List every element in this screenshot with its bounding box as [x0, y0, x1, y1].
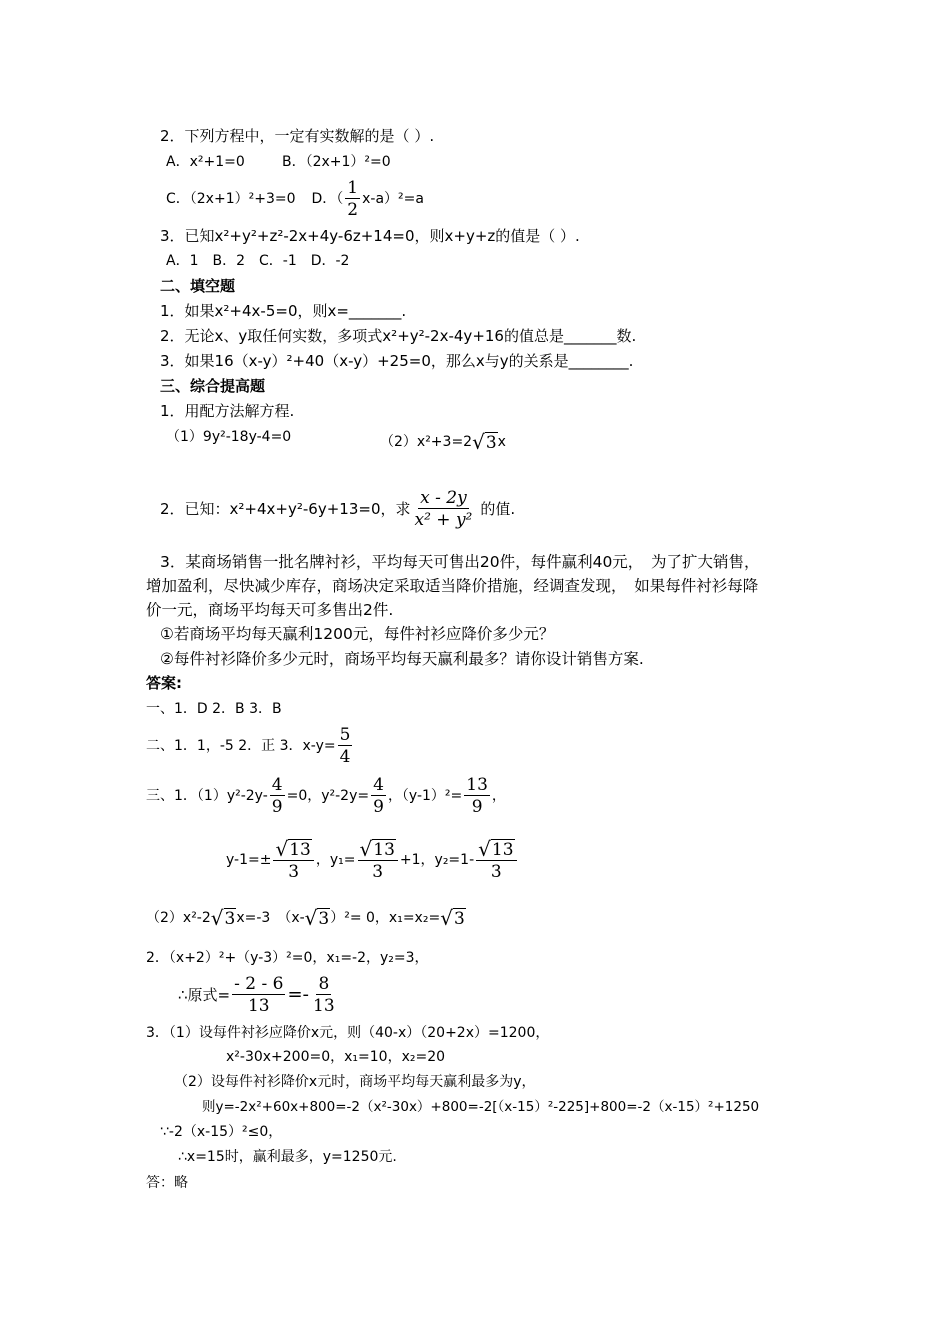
answers-line3-c: ，（y-1）²= [387, 788, 463, 804]
answers-line7-mid: =- [287, 984, 310, 1005]
radical-sign-icon: √ [472, 430, 485, 454]
fraction-sqrt13-3-a [273, 838, 313, 883]
fraction-denominator: 3 [372, 861, 384, 882]
answers-line12: ∵-2（x-15）²≤0， [160, 1124, 283, 1140]
answer-fraction-5-4 [338, 725, 353, 768]
answers-line3-a: 三、1．（1）y²-2y- [146, 788, 268, 804]
answers-line3 [146, 772, 506, 820]
sqrt13-radical [275, 838, 311, 860]
mc-q3-options: A．1 B．2 C．-1 D．-2 [166, 253, 350, 269]
radical-sign-icon: √ [359, 836, 373, 861]
radical-sign-icon: √ [210, 906, 224, 930]
answers-heading: 答案: [146, 674, 182, 692]
radical-sign-icon: √ [478, 836, 491, 861]
sqrt3-radical [440, 907, 466, 929]
answers-line13: ∴x=15时，赢利最多，y=1250元. [178, 1149, 397, 1165]
adv-q2-post: 的值. [480, 500, 516, 518]
fraction-denominator: 9 [471, 796, 483, 817]
fraction-numerator [358, 838, 398, 861]
fraction-4-9-b [371, 775, 386, 818]
answers-line4-b: ，y₁= [315, 852, 356, 868]
fraction-sqrt13-3-b [358, 838, 398, 883]
answers-line4-a: y-1=± [226, 852, 272, 868]
sqrt13-radical [360, 838, 396, 860]
fill-q3: 3．如果16（x-y）²+40（x-y）+25=0，那么x与y的关系是________. [160, 352, 634, 370]
fraction-denominator: 13 [313, 995, 335, 1016]
fraction-numerator: 4 [373, 774, 384, 795]
answers-line7-pre: ∴原式= [178, 986, 231, 1004]
fraction-numerator: - 2 - 6 [234, 973, 284, 994]
radical-sign-icon: √ [440, 906, 453, 930]
adv-q2-pre: 2．已知：x²+4x+y²-6y+13=0，求 [160, 500, 411, 518]
adv-q1-part2-post: x [497, 434, 506, 450]
fill-q2: 2．无论x、y取任何实数，多项式x²+y²-2x-4y+16的值总是_______数. [160, 327, 637, 345]
radicand: 3 [453, 909, 465, 929]
half-fraction-denominator: 2 [347, 199, 359, 220]
adv-q1-part2 [380, 422, 506, 462]
radicand: 13 [491, 839, 514, 860]
adv-q2-numerator: x - 2y [420, 487, 467, 508]
answers-line3-b: =0，y²-2y= [286, 788, 370, 804]
answers-line10: （2）设每件衬衫降价x元时，商场平均每天赢利最多为y， [174, 1074, 536, 1090]
half-fraction [345, 178, 360, 221]
adv-q1-part2-pre: （2）x²+3=2 [380, 434, 473, 450]
answers-line4 [226, 834, 519, 886]
answers-line1: 一、1．D 2．B 3．B [146, 701, 282, 717]
mc-q2-option-c: C．（2x+1）²+3=0 [166, 191, 296, 207]
fraction-denominator: 13 [247, 995, 270, 1016]
fraction-8-13 [311, 974, 337, 1017]
fraction-numerator [273, 838, 313, 861]
radicand: 3 [318, 909, 330, 929]
sqrt3-radical [211, 907, 237, 929]
radicand: 13 [373, 839, 395, 860]
fraction-denominator: 3 [490, 861, 502, 882]
answers-line7 [178, 970, 339, 1020]
adv-q3-sub2: ②每件衬衫降价多少元时，商场平均每天赢利最多？请你设计销售方案. [160, 650, 644, 668]
sqrt3-radicand: 3 [485, 433, 497, 453]
mc-q2-options-cd [166, 176, 424, 222]
fraction-numerator: 8 [318, 973, 330, 994]
fraction-denominator: 9 [271, 796, 283, 817]
fill-heading: 二、填空题 [160, 277, 236, 295]
answers-line11: 则y=-2x²+60x+800=-2（x²-30x）+800=-2[（x-15）²-225]+800=-2（x-15）²+1250 [202, 1099, 760, 1115]
radical-sign-icon: √ [304, 906, 318, 930]
fraction-13-9 [464, 775, 490, 818]
answers-line5-c: ）²= 0，x₁=x₂= [330, 910, 441, 926]
answers-line4-c: +1，y₂=1- [399, 852, 475, 868]
mc-q3: 3．已知x²+y²+z²-2x+4y-6z+14=0，则x+y+z的值是（ ）. [160, 227, 580, 245]
fraction-numerator: 4 [271, 774, 283, 795]
radical-sign-icon: √ [275, 836, 289, 861]
answers-line3-d: ， [491, 788, 506, 804]
half-fraction-numerator: 1 [347, 177, 359, 198]
answers-line9: x²-30x+200=0，x₁=10，x₂=20 [226, 1049, 446, 1065]
sqrt3-radical [305, 907, 331, 929]
adv-q2 [160, 482, 515, 536]
adv-q3-line2: 增加盈利，尽快减少库存，商场决定采取适当降价措施，经调查发现， 如果每件衬衫每降 [146, 577, 759, 595]
adv-heading: 三、综合提高题 [160, 377, 266, 395]
answers-line14: 答：略 [146, 1175, 188, 1191]
fraction-denominator: 4 [339, 746, 351, 767]
fraction-sqrt13-3-c [476, 838, 516, 883]
mc-q2-option-d-post: x-a）²=a [362, 191, 424, 207]
fraction-denominator: 9 [373, 796, 384, 817]
fraction-neg8-13 [232, 974, 285, 1017]
adv-q3-line3: 价一元，商场平均每天可多售出2件. [146, 601, 394, 619]
fraction-numerator: 13 [466, 774, 488, 795]
sqrt3-radical [472, 431, 498, 453]
mc-q2-option-d-pre: D．（ [311, 191, 344, 207]
fraction-denominator: 3 [288, 861, 300, 882]
answers-line6: 2．（x+2）²+（y-3）²=0，x₁=-2，y₂=3， [146, 950, 429, 966]
adv-q3-sub1: ①若商场平均每天赢利1200元，每件衬衫应降价多少元？ [160, 625, 555, 643]
answers-line8: 3．（1）设每件衬衫应降价x元，则（40-x）（20+2x）=1200， [146, 1025, 550, 1041]
fraction-4-9-a [270, 775, 285, 818]
answers-line5-b: x=-3 （x- [236, 910, 305, 926]
radicand: 3 [224, 909, 236, 929]
adv-q2-fraction [412, 488, 474, 531]
adv-q1: 1．用配方法解方程. [160, 402, 295, 420]
adv-q2-denominator: x² + y² [414, 509, 473, 530]
radicand: 13 [289, 839, 311, 860]
mc-q2-option-b: B．（2x+1）²=0 [282, 154, 391, 170]
mc-q2-option-a: A．x²+1=0 [166, 154, 245, 170]
sqrt13-radical [478, 838, 514, 860]
fraction-numerator: 5 [339, 724, 351, 745]
answers-line2-pre: 二、1．1，-5 2．正 3．x-y= [146, 738, 336, 754]
answers-line2 [146, 722, 354, 770]
adv-q3-line1: 3．某商场销售一批名牌衬衫，平均每天可售出20件，每件赢利40元， 为了扩大销售， [160, 553, 760, 571]
mc-q2: 2．下列方程中，一定有实数解的是（ ）. [160, 127, 435, 145]
fill-q1: 1．如果x²+4x-5=0，则x=_______. [160, 302, 407, 320]
adv-q1-part1: （1）9y²-18y-4=0 [166, 429, 292, 445]
answers-line5-a: （2）x²-2 [146, 910, 211, 926]
answers-line5 [146, 898, 466, 938]
fraction-numerator [476, 838, 516, 861]
